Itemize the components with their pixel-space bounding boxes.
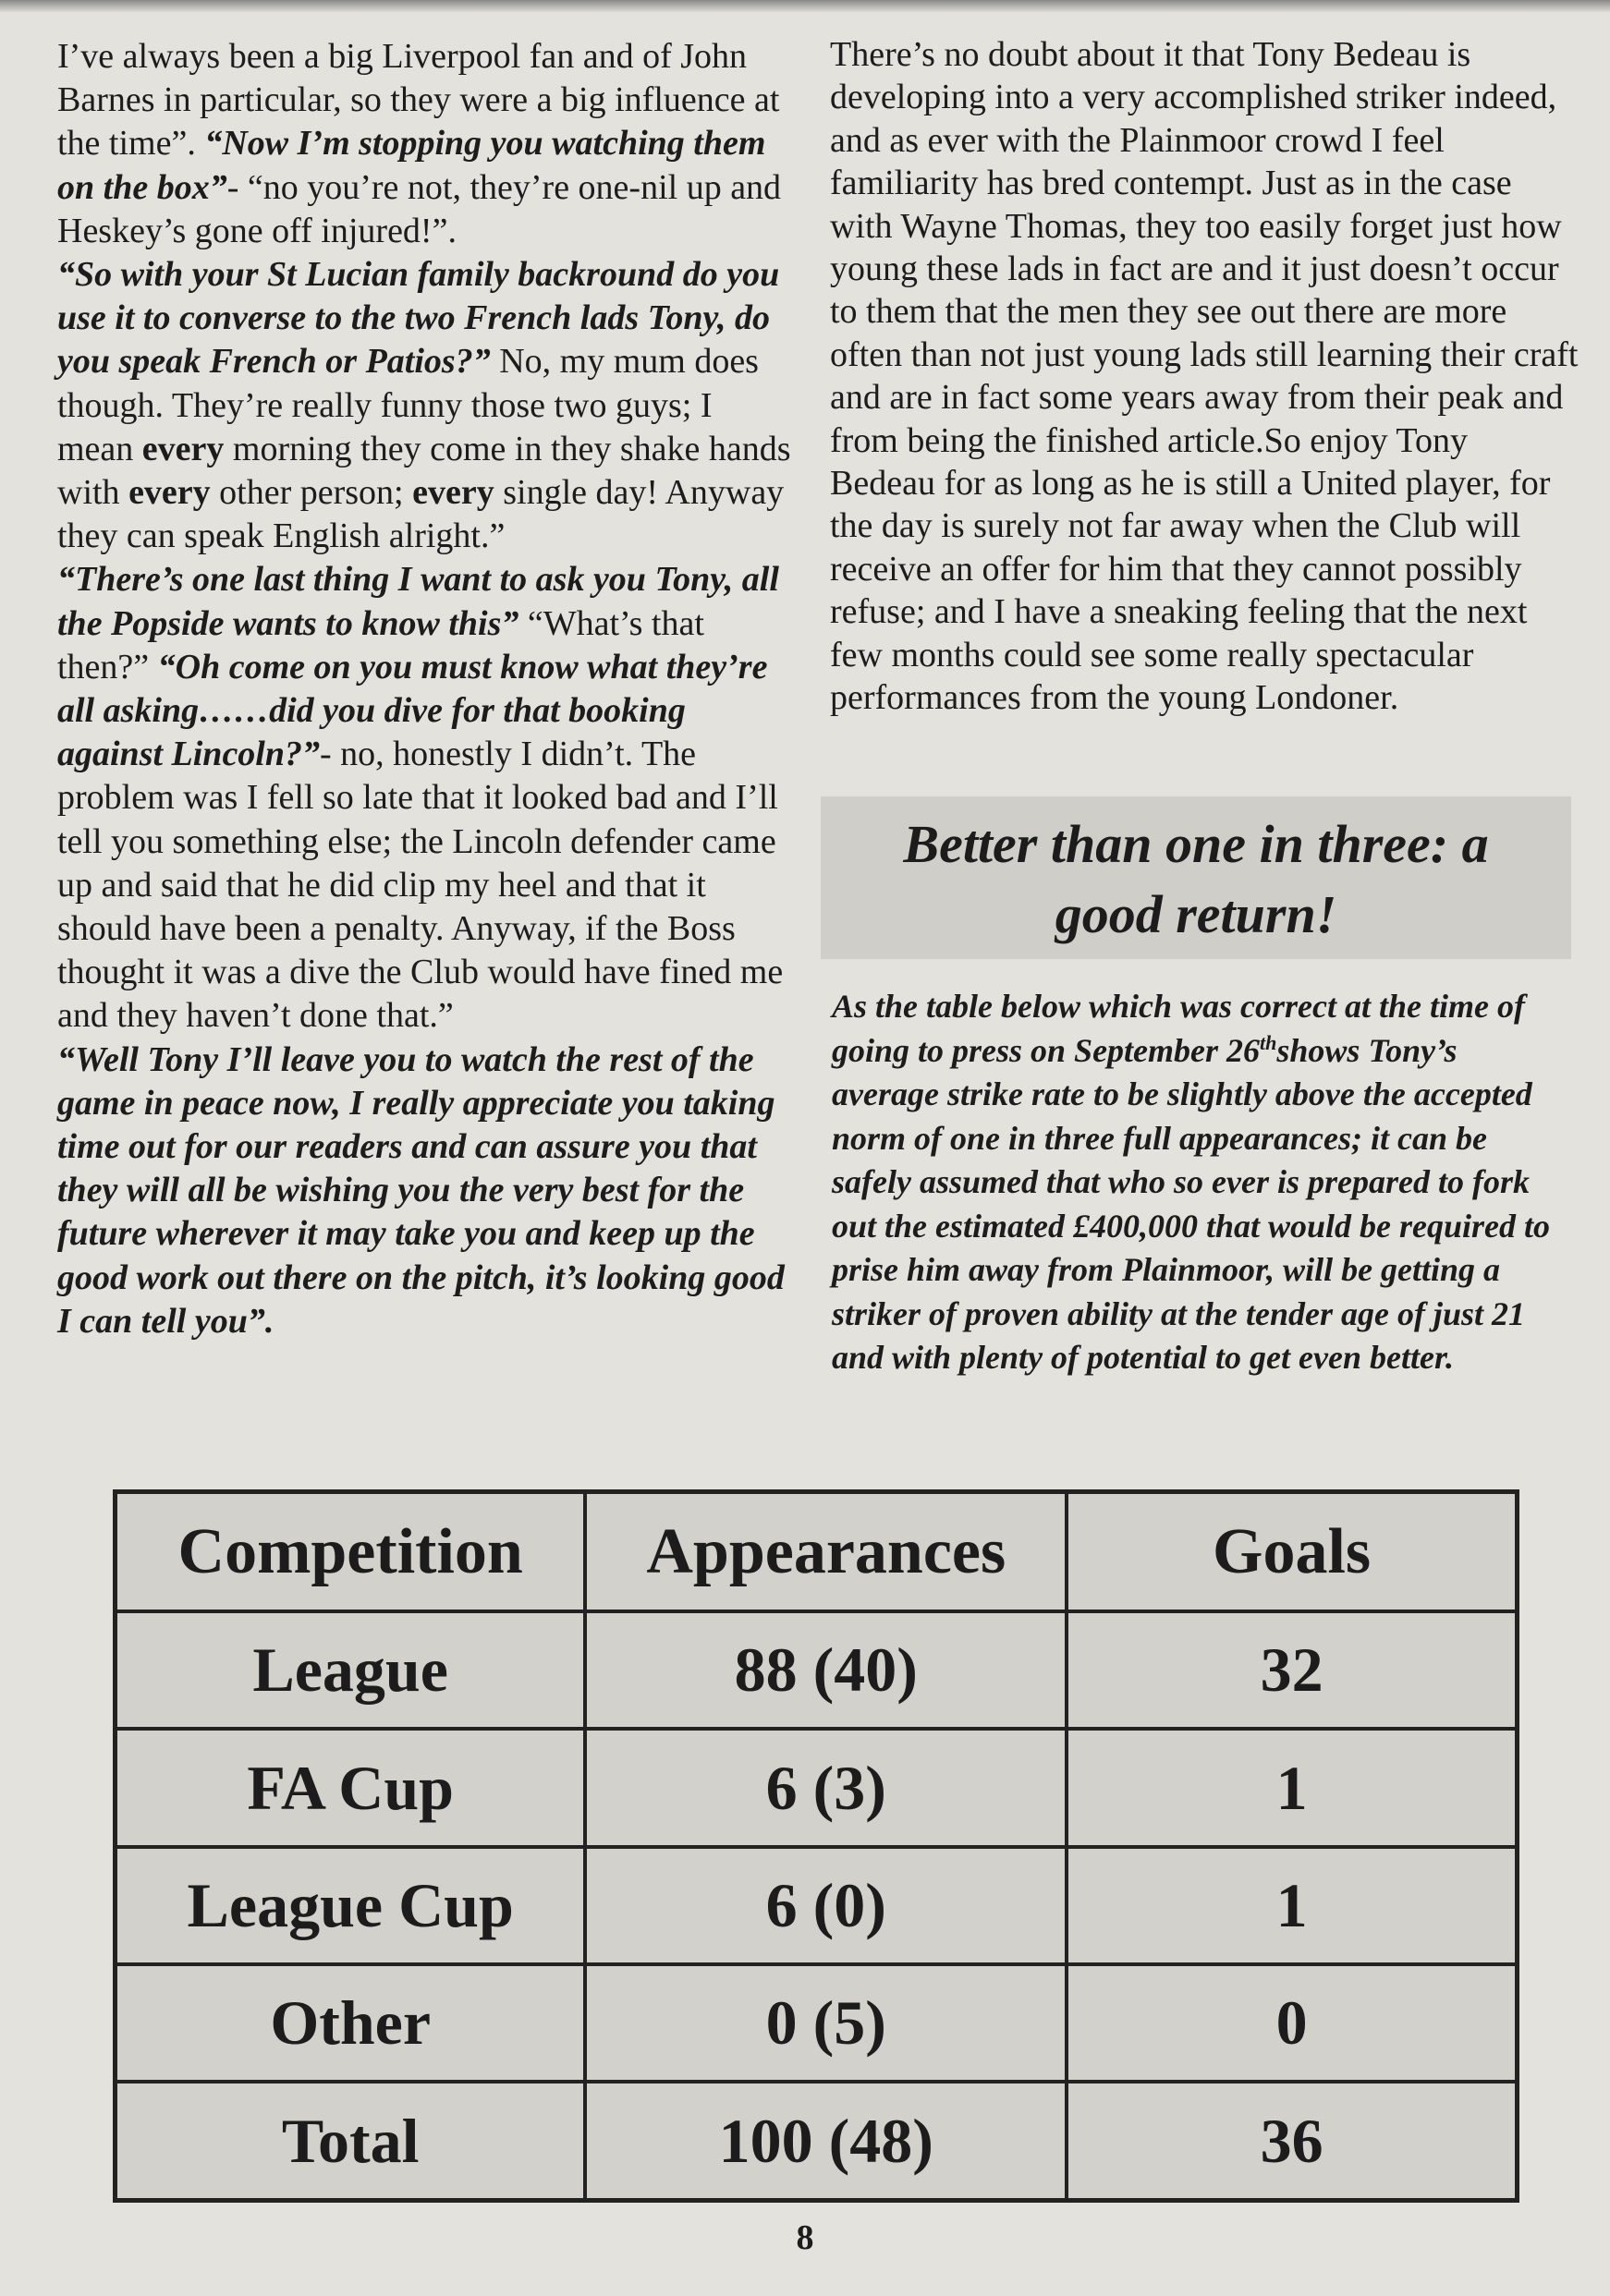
section-heading	[821, 796, 1571, 959]
emphasis: every	[128, 473, 211, 513]
text: shows Tony’s average strike rate to be slightly above the accepted norm of one in three full appearances; it can be safely assumed that who so ever is prepared to fork out the estimated £400,000 that would be required to prise him away from Plainmoor, will be getting a striker of proven ability at the tender age of just 21 and with plenty of potential to get even better.	[832, 1031, 1551, 1376]
cell-competition: FA Cup	[116, 1729, 586, 1846]
text: I’ve always been a big Liverpool fan and of John Barnes in particular, so they were a big influence at the time”.	[57, 37, 780, 164]
table-row	[116, 1847, 1518, 1964]
page-edge-shadow	[0, 0, 1610, 13]
table-row	[116, 1729, 1518, 1846]
question: “Now I’m stopping you watching them on the box”	[57, 124, 766, 207]
text: - no, honestly I didn’t. The problem was I fell so late that it looked bad and I’ll tell you something else; the Lincoln defender came up and said that he did clip my heel and that it should have been a penalty. Anyway, if the Boss thought it was a dive the Club would have fined me and they haven’t done that.”	[57, 735, 784, 1036]
cell-goals: 32	[1067, 1611, 1517, 1729]
text: morning they come in they shake hands with	[57, 429, 791, 513]
question: “Well Tony I’ll leave you to watch the rest of the game in peace now, I really appreciate you taking time out for our readers and can assure you that they will all be wishing you the very best for the future wherever it may take you and keep up the good work out there on the pitch, it’s looking good I can tell you”.	[57, 1039, 785, 1341]
cell-goals: 1	[1067, 1847, 1517, 1964]
question: “Oh come on you must know what they’re all asking……did you dive for that booking against Lincoln?”	[57, 647, 768, 774]
text: - “no you’re not, they’re one-nil up and Heskey’s gone off injured!”.	[57, 167, 782, 250]
page-number: 8	[796, 2218, 814, 2257]
question: “So with your St Lucian family backround do you use it to converse to the two French lads Tony, do you speak French or Patios?”	[57, 255, 780, 382]
paragraph-lincoln	[57, 558, 797, 1038]
left-column	[57, 35, 797, 1343]
stats-table	[113, 1489, 1519, 2203]
header-competition: Competition	[116, 1492, 586, 1612]
cell-competition: League	[116, 1611, 586, 1729]
cell-appearances: 6 (0)	[585, 1847, 1067, 1964]
cell-goals: 36	[1067, 2082, 1517, 2200]
cell-appearances: 0 (5)	[585, 1964, 1067, 2082]
table-row	[116, 1964, 1518, 2082]
cell-competition: Other	[116, 1964, 586, 2082]
paragraph-french	[57, 253, 797, 558]
emphasis: every	[412, 473, 494, 513]
text: No, my mum does though. They’re really funny those two guys; I mean	[57, 342, 759, 468]
paragraph-barnes	[57, 35, 797, 253]
table-intro	[832, 985, 1571, 1380]
emphasis: every	[141, 429, 225, 468]
right-column	[830, 33, 1580, 720]
text: other person;	[210, 473, 413, 513]
table-header-row	[116, 1492, 1518, 1612]
cell-appearances: 100 (48)	[585, 2082, 1067, 2200]
table-row-total	[116, 2082, 1518, 2200]
cell-goals: 1	[1067, 1729, 1517, 1846]
header-goals: Goals	[1067, 1492, 1517, 1612]
text: “What’s that then?”	[57, 603, 704, 686]
table-row	[116, 1611, 1518, 1729]
cell-appearances: 88 (40)	[585, 1611, 1067, 1729]
text: As the table below which was correct at the time of going to press on September 26	[832, 988, 1525, 1069]
question: “There’s one last thing I want to ask you Tony, all the Popside wants to know this”	[57, 560, 779, 643]
paragraph-bedeau: There’s no doubt about it that Tony Bedeau is developing into a very accomplished striker indeed, and as ever with the Plainmoor crowd I feel familiarity has bred contempt. Just as in the case with Wayne Thomas, they too easily forget just how young these lads in fact are and it just doesn’t occur to them that the men they see out there are more often than not just young lads still learning their craft and are in fact some years away from their peak and from being the finished article.So enjoy Tony Bedeau for as long as he is still a United player, for the day is surely not far away when the Club will receive an offer for him that they cannot possibly refuse; and I have a sneaking feeling that the next few months could see some really spectacular performances from the young Londoner.	[830, 35, 1579, 718]
cell-appearances: 6 (3)	[585, 1729, 1067, 1846]
header-appearances: Appearances	[585, 1492, 1067, 1612]
paragraph-closing	[57, 1039, 797, 1343]
cell-competition: League Cup	[116, 1847, 586, 1964]
heading-line-1: Better than one in three: a	[903, 814, 1489, 874]
text: single day! Anyway they can speak English alright.”	[57, 473, 785, 556]
superscript: th	[1260, 1030, 1277, 1054]
cell-goals: 0	[1067, 1964, 1517, 2082]
cell-competition: Total	[116, 2082, 586, 2200]
heading-line-2: good return!	[1055, 884, 1337, 944]
